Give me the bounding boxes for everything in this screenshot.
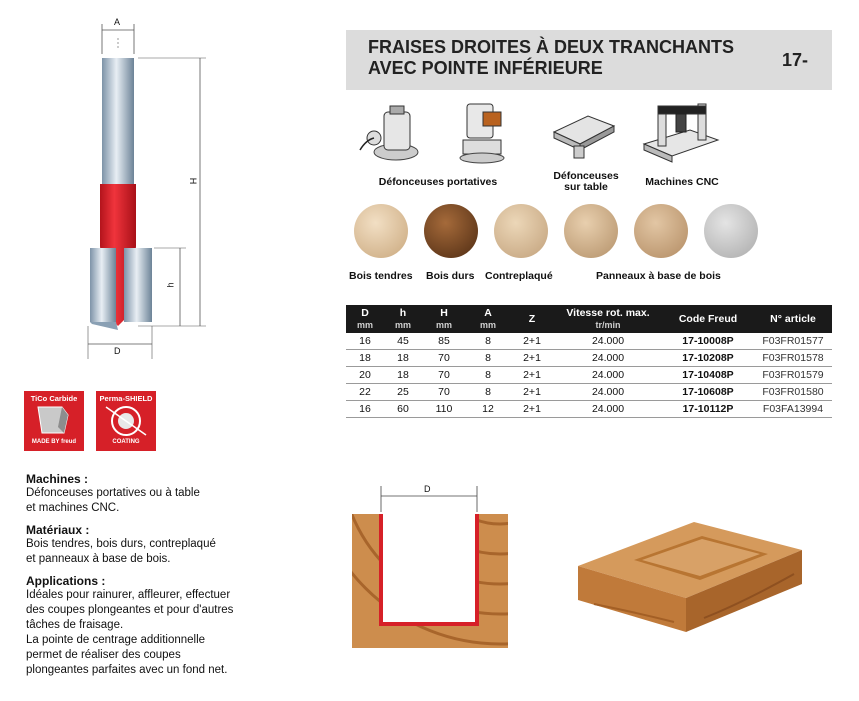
cell-z: 2+1 — [510, 367, 554, 384]
applications-text-6: plongeantes parfaites avec un fond net. — [26, 664, 228, 676]
cell-article: F03FA13994 — [754, 401, 832, 418]
cell-z: 2+1 — [510, 401, 554, 418]
material-label-softwood: Bois tendres — [349, 270, 413, 282]
cell-d: 16 — [346, 401, 384, 418]
title-line-2: AVEC POINTE INFÉRIEURE — [368, 58, 603, 78]
cell-article: F03FR01579 — [754, 367, 832, 384]
grooved-wood-block-illustration — [574, 514, 806, 634]
handheld-router-icon — [356, 100, 426, 168]
machines-text-1: Défonceuses portatives ou à table — [26, 487, 200, 499]
material-swatch-panel-1 — [564, 204, 618, 258]
col-header-speed: Vitesse rot. max. tr/min — [554, 305, 662, 333]
applications-text-4: La pointe de centrage additionnelle — [26, 634, 206, 646]
col-header-z: Z — [510, 305, 554, 333]
description-block — [26, 472, 326, 678]
perma-shield-badge — [96, 391, 156, 451]
table-row — [346, 333, 832, 350]
applications-text-2: des coupes plongeantes et pour d'autres — [26, 604, 234, 616]
cell-a: 8 — [466, 350, 510, 367]
spec-table — [346, 305, 832, 418]
cell-H: 85 — [422, 333, 466, 350]
machine-label-cnc: Machines CNC — [645, 176, 719, 188]
cell-d: 20 — [346, 367, 384, 384]
dim-label-a: A — [114, 17, 121, 27]
cell-z: 2+1 — [510, 333, 554, 350]
material-label-hardwood: Bois durs — [426, 270, 475, 282]
ticot-badge-subtitle: MADE BY freud — [31, 439, 77, 445]
cell-article: F03FR01577 — [754, 333, 832, 350]
material-label-panels: Panneaux à base de bois — [596, 270, 721, 282]
cell-a: 8 — [466, 367, 510, 384]
table-header-row — [346, 305, 832, 333]
col-header-H: H mm — [422, 305, 466, 333]
cell-h: 18 — [384, 367, 422, 384]
applications-text-1: Idéales pour rainurer, affleurer, effectuer — [26, 589, 231, 601]
materials-text-1: Bois tendres, bois durs, contreplaqué — [26, 538, 216, 550]
perma-badge-title: Perma-SHIELD — [99, 394, 153, 403]
dim-label-h: h — [165, 282, 176, 288]
cell-d: 22 — [346, 384, 384, 401]
cnc-machine-icon — [640, 100, 722, 166]
table-router-icon — [455, 98, 515, 166]
cell-speed: 24.000 — [554, 401, 662, 418]
material-swatch-plywood — [494, 204, 548, 258]
cell-code: 17-10112P — [662, 401, 754, 418]
dim-label-d: D — [114, 346, 121, 356]
table-row — [346, 367, 832, 384]
cell-article: F03FR01580 — [754, 384, 832, 401]
col-header-a: A mm — [466, 305, 510, 333]
machine-label-table-1: Défonceuses — [553, 170, 619, 182]
cell-H: 70 — [422, 350, 466, 367]
groove-dim-label-d: D — [424, 484, 431, 494]
cell-d: 16 — [346, 333, 384, 350]
cell-speed: 24.000 — [554, 384, 662, 401]
cell-code: 17-10608P — [662, 384, 754, 401]
cell-article: F03FR01578 — [754, 350, 832, 367]
table-row — [346, 384, 832, 401]
cell-a: 12 — [466, 401, 510, 418]
cell-H: 110 — [422, 401, 466, 418]
table-row — [346, 350, 832, 367]
applications-text-3: tâches de fraisage. — [26, 619, 124, 631]
cell-h: 25 — [384, 384, 422, 401]
machine-label-table-2: sur table — [564, 181, 608, 193]
machine-label-portative: Défonceuses portatives — [378, 176, 498, 188]
groove-section-diagram — [350, 484, 510, 652]
cell-z: 2+1 — [510, 384, 554, 401]
cell-a: 8 — [466, 333, 510, 350]
ticot-badge-title: TiCo Carbide — [30, 394, 78, 403]
materials-text-2: et panneaux à base de bois. — [26, 553, 171, 565]
cell-h: 60 — [384, 401, 422, 418]
material-swatch-panel-2 — [634, 204, 688, 258]
col-header-h: h mm — [384, 305, 422, 333]
cell-speed: 24.000 — [554, 350, 662, 367]
page-title — [368, 37, 768, 79]
col-header-code: Code Freud — [662, 305, 754, 333]
cell-z: 2+1 — [510, 350, 554, 367]
cell-h: 45 — [384, 333, 422, 350]
router-table-icon — [548, 102, 618, 162]
cell-H: 70 — [422, 384, 466, 401]
ticot-carbide-badge — [24, 391, 84, 451]
cell-a: 8 — [466, 384, 510, 401]
cell-speed: 24.000 — [554, 333, 662, 350]
material-swatch-softwood — [354, 204, 408, 258]
perma-badge-subtitle: COATING — [112, 439, 140, 445]
cell-code: 17-10208P — [662, 350, 754, 367]
cell-code: 17-10408P — [662, 367, 754, 384]
col-header-d: D mm — [346, 305, 384, 333]
applications-text-5: permet de réaliser des coupes — [26, 649, 181, 661]
table-row — [346, 401, 832, 418]
materials-heading: Matériaux : — [26, 523, 90, 537]
machines-text-2: et machines CNC. — [26, 502, 120, 514]
material-label-plywood: Contreplaqué — [485, 270, 553, 282]
applications-heading: Applications : — [26, 574, 106, 588]
carbide-tooth-icon — [24, 403, 84, 439]
title-line-1: FRAISES DROITES À DEUX TRANCHANTS — [368, 37, 735, 57]
cell-H: 70 — [422, 367, 466, 384]
shield-saw-icon — [96, 403, 156, 439]
material-swatch-hardwood — [424, 204, 478, 258]
machines-heading: Machines : — [26, 472, 89, 486]
dim-label-H: H — [188, 177, 199, 185]
cell-speed: 24.000 — [554, 367, 662, 384]
router-bit-drawing — [78, 14, 218, 364]
material-swatch-panel-3 — [704, 204, 758, 258]
section-number: 17- — [782, 50, 809, 70]
cell-d: 18 — [346, 350, 384, 367]
cell-h: 18 — [384, 350, 422, 367]
cell-code: 17-10008P — [662, 333, 754, 350]
col-header-article: N° article — [754, 305, 832, 333]
